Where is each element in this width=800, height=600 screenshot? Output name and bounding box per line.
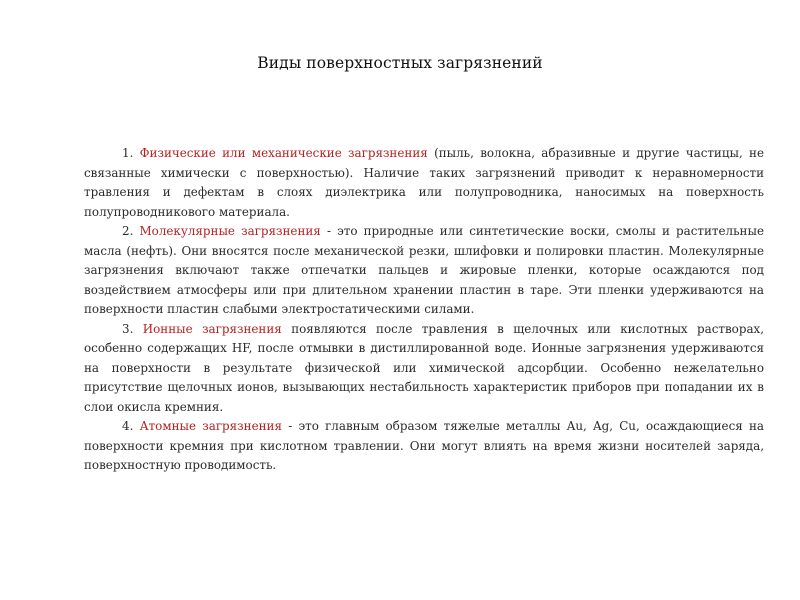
paragraph-physical-contamination [84, 144, 764, 222]
paragraph-atomic-contamination [84, 417, 764, 476]
paragraph-number: 1. [122, 146, 134, 160]
paragraph-text: (пыль, волокна, абразивные и другие частицы, не связанные химически с поверхностью). Наличие таких загрязнений приводит к неравномерности травления и дефектам в слоях диэлектрика или полупроводника, наносимых на поверхность полупроводникового материала. [84, 146, 765, 219]
term-atomic-contamination: Атомные загрязнения [139, 419, 282, 433]
content-body [84, 144, 764, 476]
paragraph-text: появляются после травления в щелочных или кислотных растворах, особенно содержащих HF, после отмывки в дистиллированной воде. Ионные загрязнения удерживаются на поверхности в результате физической или химической адсорбции. Особенно нежелательно присутствие щелочных ионов, вызывающих нестабильность характеристик приборов при попадании их в слои окисла кремния. [84, 321, 765, 414]
term-ionic-contamination: Ионные загрязнения [142, 321, 282, 336]
term-molecular-contamination: Молекулярные загрязнения [139, 224, 321, 238]
term-physical-contamination: Физические или механические загрязнения [139, 146, 428, 160]
paragraph-text: - это главным образом тяжелые металлы Au, Ag, Cu, осаждающиеся на поверхности кремния при кислотном травлении. Они могут влиять на время жизни носителей заряда, поверхностную проводимость. [84, 419, 764, 472]
paragraph-molecular-contamination [84, 222, 764, 320]
paragraph-number: 2. [122, 224, 134, 238]
paragraph-number: 4. [122, 419, 134, 433]
page-title: Виды поверхностных загрязнений [257, 54, 543, 72]
paragraph-ionic-contamination [84, 320, 764, 418]
paragraph-number: 3. [122, 321, 134, 336]
paragraph-text: - это природные или синтетические воски, смолы и растительные масла (нефть). Они вносятся после механической резки, шлифовки и полировки пластин. Молекулярные загрязнения включают также отпечатки пальцев и жировые пленки, которые осаждаются под воздействием атмосферы или при длительном хранении пластин в таре. Эти пленки удерживаются на поверхности пластин слабыми электростатическими силами. [84, 224, 764, 316]
